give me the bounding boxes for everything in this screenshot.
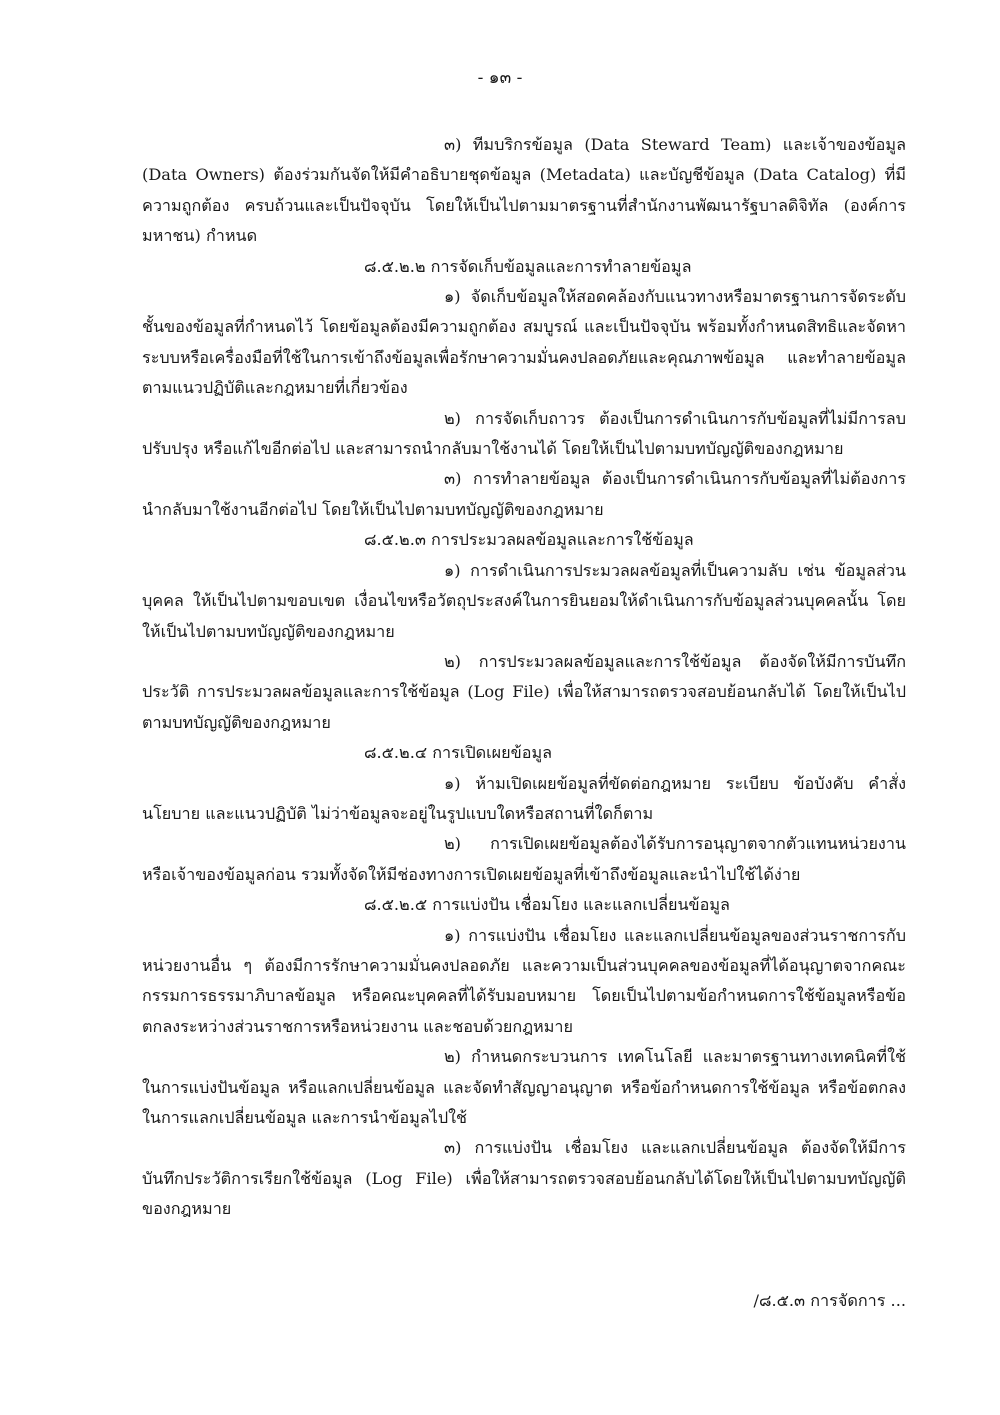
paragraph-1-confidential-processing: ๑) การดำเนินการประมวลผลข้อมูลที่เป็นความลับ เช่น ข้อมูลส่วนบุคคล ให้เป็นไปตามขอบเขต เงื่อนไขหรือวัตถุประสงค์ในการยินยอมให้ดำเนินการกับข้อมูลส่วนบุคคลนั้น โดยให้เป็นไปตามบทบัญญัติของกฎหมาย (142, 560, 906, 641)
paragraph-1-data-storage: ๑) จัดเก็บข้อมูลให้สอดคล้องกับแนวทางหรือมาตรฐานการจัดระดับชั้นของข้อมูลที่กำหนดไว้ โดยข้อมูลต้องมีความถูกต้อง สมบูรณ์ และเป็นปัจจุบัน พร้อมทั้งกำหนดสิทธิและจัดหาระบบหรือเครื่องมือที่ใช้ในการเข้าถึงข้อมูลเพื่อรักษาความมั่นคงปลอดภัยและคุณภาพข้อมูล และทำลายข้อมูลตามแนวปฏิบัติและกฎหมายที่เกี่ยวข้อง (142, 287, 906, 398)
paragraph-2-disclosure-permission: ๒) การเปิดเผยข้อมูลต้องได้รับการอนุญาตจากตัวแทนหน่วยงาน หรือเจ้าของข้อมูลก่อน รวมทั้งจัดให้มีช่องทางการเปิดเผยข้อมูลที่เข้าถึงข้อมูลและนำไปใช้ได้ง่าย (142, 834, 906, 884)
continuation-reference: /๘.๕.๓ การจัดการ ... (753, 1291, 906, 1310)
paragraph-3-data-steward-team: ๓) ทีมบริกรข้อมูล (Data Steward Team) และเจ้าของข้อมูล (Data Owners) ต้องร่วมกันจัดให้มีคำอธิบายชุดข้อมูล (Metadata) และบัญชีข้อมูล (Data Catalog) ที่มีความถูกต้อง ครบถ้วนและเป็นปัจจุบัน โดยให้เป็นไปตามมาตรฐานที่สำนักงานพัฒนารัฐบาลดิจิทัล (องค์การมหาชน) กำหนด (142, 135, 906, 246)
page-number: - ๑๓ - (477, 68, 523, 88)
heading-8-5-2-4: ๘.๕.๒.๔ การเปิดเผยข้อมูล (364, 743, 553, 763)
heading-8-5-2-3: ๘.๕.๒.๓ การประมวลผลข้อมูลและการใช้ข้อมูล (364, 530, 694, 550)
heading-8-5-2-5: ๘.๕.๒.๕ การแบ่งปัน เชื่อมโยง และแลกเปลี่ยนข้อมูล (364, 895, 730, 915)
heading-8-5-2-2: ๘.๕.๒.๒ การจัดเก็บข้อมูลและการทำลายข้อมูล (364, 256, 692, 276)
document-body (142, 130, 906, 1225)
paragraph-1-disclosure-prohibition: ๑) ห้ามเปิดเผยข้อมูลที่ขัดต่อกฎหมาย ระเบียบ ข้อบังคับ คำสั่ง นโยบาย และแนวปฏิบัติ ไม่ว่าข้อมูลจะอยู่ในรูปแบบใดหรือสถานที่ใดก็ตาม (142, 773, 906, 823)
paragraph-2-processing-log: ๒) การประมวลผลข้อมูลและการใช้ข้อมูล ต้องจัดให้มีการบันทึกประวัติ การประมวลผลข้อมูลและการใช้ข้อมูล (Log File) เพื่อให้สามารถตรวจสอบย้อนกลับได้ โดยให้เป็นไปตามบทบัญญัติของกฎหมาย (142, 651, 906, 732)
paragraph-3-sharing-log: ๓) การแบ่งปัน เชื่อมโยง และแลกเปลี่ยนข้อมูล ต้องจัดให้มีการบันทึกประวัติการเรียกใช้ข้อมูล (Log File) เพื่อให้สามารถตรวจสอบย้อนกลับได้โดยให้เป็นไปตามบทบัญญัติของกฎหมาย (142, 1138, 906, 1219)
paragraph-3-data-destruction: ๓) การทำลายข้อมูล ต้องเป็นการดำเนินการกับข้อมูลที่ไม่ต้องการนำกลับมาใช้งานอีกต่อไป โดยให้เป็นไปตามบทบัญญัติของกฎหมาย (142, 469, 906, 519)
paragraph-2-sharing-process: ๒) กำหนดกระบวนการ เทคโนโลยี และมาตรฐานทางเทคนิคที่ใช้ในการแบ่งปันข้อมูล หรือแลกเปลี่ยนข้อมูล และจัดทำสัญญาอนุญาต หรือข้อกำหนดการใช้ข้อมูล หรือข้อตกลงในการแลกเปลี่ยนข้อมูล และการนำข้อมูลไปใช้ (142, 1047, 906, 1127)
paragraph-1-data-sharing: ๑) การแบ่งปัน เชื่อมโยง และแลกเปลี่ยนข้อมูลของส่วนราชการกับหน่วยงานอื่น ๆ ต้องมีการรักษาความมั่นคงปลอดภัย และความเป็นส่วนบุคคลของข้อมูลที่ได้อนุญาตจากคณะกรรมการธรรมาภิบาลข้อมูล หรือคณะบุคคลที่ได้รับมอบหมาย โดยเป็นไปตามข้อกำหนดการใช้ข้อมูลหรือข้อตกลงระหว่างส่วนราชการหรือหน่วยงาน และชอบด้วยกฎหมาย (142, 925, 906, 1036)
paragraph-2-permanent-storage: ๒) การจัดเก็บถาวร ต้องเป็นการดำเนินการกับข้อมูลที่ไม่มีการลบ ปรับปรุง หรือแก้ไขอีกต่อไป และสามารถนำกลับมาใช้งานได้ โดยให้เป็นไปตามบทบัญญัติของกฎหมาย (142, 408, 906, 459)
